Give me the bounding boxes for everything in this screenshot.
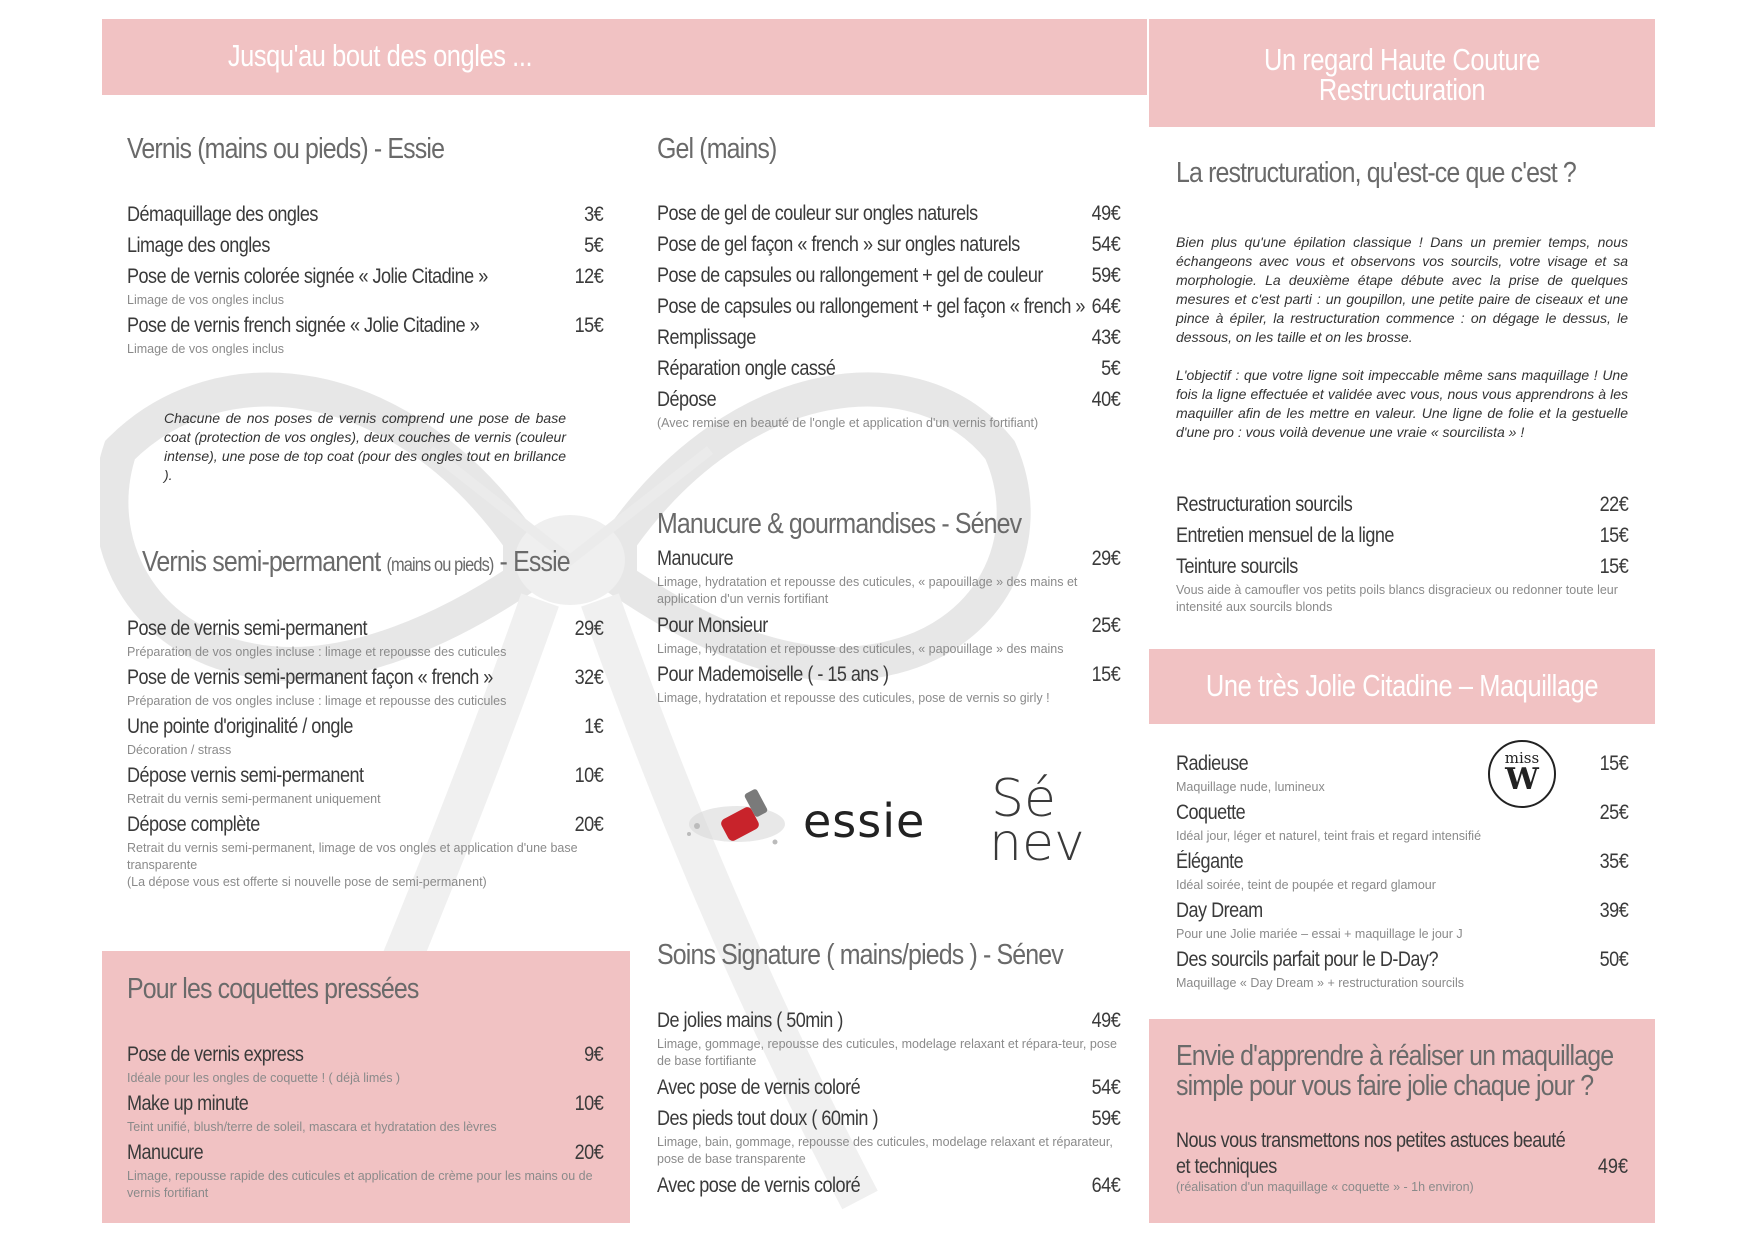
item-price: 3€ xyxy=(583,203,603,226)
item-description: Idéal soirée, teint de poupée et regard glamour xyxy=(1176,878,1436,892)
senev-line1: Sé xyxy=(991,769,1056,829)
item-name: Des pieds tout doux ( 60min ) xyxy=(657,1107,878,1130)
item-price: 10€ xyxy=(574,764,603,787)
item-description: Maquillage nude, lumineux xyxy=(1176,780,1325,794)
item-description: Pour une Jolie mariée – essai + maquillage le jour J xyxy=(1176,927,1463,941)
item-name: Pose de vernis french signée « Jolie Citadine » xyxy=(127,314,480,337)
item-description: Préparation de vos ongles incluse : limage et repousse des cuticules xyxy=(127,645,507,659)
item-price: 54€ xyxy=(1091,233,1120,256)
apprendre-price: 49€ xyxy=(1597,1155,1628,1178)
item-description: Limage, hydratation et repousse des cuticules, « papouillage » des mains xyxy=(657,642,1064,656)
item-name: Limage des ongles xyxy=(127,234,270,257)
item-name: Manucure xyxy=(127,1141,204,1164)
item-name: Pose de vernis express xyxy=(127,1043,304,1066)
item-name: Pose de gel façon « french » sur ongles naturels xyxy=(657,233,1020,256)
item-price: 59€ xyxy=(1091,264,1120,287)
item-price: 43€ xyxy=(1091,326,1120,349)
item-price: 10€ xyxy=(574,1092,603,1115)
item-description: Idéale pour les ongles de coquette ! ( déjà limés ) xyxy=(127,1071,401,1085)
makeup-banner-title: Une très Jolie Citadine – Maquillage xyxy=(1205,668,1599,703)
item-price: 5€ xyxy=(583,234,603,257)
apprendre-item-line2: et techniques xyxy=(1176,1155,1277,1178)
item-price: 59€ xyxy=(1091,1107,1120,1130)
apprendre-title-line2: simple pour vous faire jolie chaque jour ? xyxy=(1176,1070,1594,1102)
item-name: Démaquillage des ongles xyxy=(127,203,318,226)
item-name: Une pointe d'originalité / ongle xyxy=(127,715,353,738)
item-price: 64€ xyxy=(1091,295,1120,318)
item-price: 22€ xyxy=(1599,493,1628,516)
item-description: Vous aide à camoufler vos petits poils blancs disgracieux ou redonner toute leur intensité aux sourcils blonds xyxy=(1176,583,1618,614)
item-name: Dépose vernis semi-permanent xyxy=(127,764,364,787)
item-name: Manucure xyxy=(657,547,734,570)
apprendre-title-line1: Envie d'apprendre à réaliser un maquillage xyxy=(1176,1040,1614,1072)
item-name: Pose de vernis semi-permanent façon « french » xyxy=(127,666,493,689)
item-description: Teint unifié, blush/terre de soleil, mascara et hydratation des lèvres xyxy=(127,1120,497,1134)
item-price: 49€ xyxy=(1091,202,1120,225)
item-price: 50€ xyxy=(1599,948,1628,971)
item-description: Préparation de vos ongles incluse : limage et repousse des cuticules xyxy=(127,694,507,708)
item-description: Limage, hydratation et repousse des cuticules, « papouillage » des mains et application d'un vernis fortifiant xyxy=(657,575,1078,606)
item-price: 49€ xyxy=(1091,1009,1120,1032)
item-price: 32€ xyxy=(574,666,603,689)
item-name: Des sourcils parfait pour le D-Day? xyxy=(1176,948,1438,971)
miss-w-logo-letter: W xyxy=(1505,762,1539,797)
item-price: 15€ xyxy=(1599,752,1628,775)
item-price: 20€ xyxy=(574,813,603,836)
item-description: Limage, gommage, repousse des cuticules, modelage relaxant et répara-teur, pose de base fortifiante xyxy=(657,1037,1117,1068)
gel-title: Gel (mains) xyxy=(657,133,777,165)
item-price: 54€ xyxy=(1091,1076,1120,1099)
item-name: Remplissage xyxy=(657,326,756,349)
nail-polish-icon xyxy=(677,784,787,858)
right-banner-line2: Restructuration xyxy=(1318,72,1486,107)
item-name: Pour Mademoiselle ( - 15 ans ) xyxy=(657,663,889,686)
item-price: 25€ xyxy=(1599,801,1628,824)
item-name: Réparation ongle cassé xyxy=(657,357,836,380)
item-price: 64€ xyxy=(1091,1174,1120,1197)
apprendre-desc: (réalisation d'un maquillage « coquette » - 1h environ) xyxy=(1176,1180,1474,1194)
item-name: Radieuse xyxy=(1176,752,1249,775)
restructuration-para1: Bien plus qu'une épilation classique ! Dans un premier temps, nous échangeons avec vous et observons vos sourcils, votre visage et sa morphologie. La deuxième étape débute avec la prise de quelques mesures et c'est parti : un goupillon, une petite paire de ciseaux et une pince à épiler, la restructuration commence : on dégage le dessus, le dessous, on les taille et on les brosse. xyxy=(1176,234,1628,345)
item-price: 40€ xyxy=(1091,388,1120,411)
item-name: Dépose xyxy=(657,388,717,411)
item-price: 29€ xyxy=(1091,547,1120,570)
miss-w-logo xyxy=(1488,740,1556,808)
item-description: Limage, bain, gommage, repousse des cuticules, modelage relaxant et réparateur, pose de base transparente xyxy=(657,1135,1113,1166)
item-price: 20€ xyxy=(574,1141,603,1164)
item-description: Retrait du vernis semi-permanent uniquement xyxy=(127,792,381,806)
item-description: Limage de vos ongles inclus xyxy=(127,342,285,356)
item-description: Maquillage « Day Dream » + restructuration sourcils xyxy=(1176,976,1464,990)
item-price: 15€ xyxy=(1599,524,1628,547)
item-name: Day Dream xyxy=(1176,899,1263,922)
restructuration-para2: L'objectif : que votre ligne soit impeccable même sans maquillage ! Une fois la ligne effectuée et validée avec vous, nous vous apprendrons à les maquiller afin de les mettre en valeur. Une ligne de folie et la gestuelle d'une pro : vous voilà devenue une vraie « sourcilista » ! xyxy=(1176,367,1628,440)
item-name: De jolies mains ( 50min ) xyxy=(657,1009,843,1032)
item-description: Idéal jour, léger et naturel, teint frais et regard intensifié xyxy=(1176,829,1482,843)
item-description: Limage, repousse rapide des cuticules et application de crème pour les mains ou de vernis fortifiant xyxy=(127,1169,593,1200)
item-price: 15€ xyxy=(1091,663,1120,686)
item-name: Entretien mensuel de la ligne xyxy=(1176,524,1394,547)
semi-title xyxy=(142,546,570,579)
semi-title-small: (mains ou pieds) xyxy=(386,555,494,576)
item-price: 15€ xyxy=(574,314,603,337)
item-name: Coquette xyxy=(1176,801,1246,824)
item-name: Pose de capsules ou rallongement + gel de couleur xyxy=(657,264,1043,287)
item-name: Pose de vernis semi-permanent xyxy=(127,617,368,640)
miss-w-logo-top: miss xyxy=(1504,749,1540,767)
manucure-title: Manucure & gourmandises - Sénev xyxy=(657,508,1022,540)
item-price: 35€ xyxy=(1599,850,1628,873)
coquettes-title: Pour les coquettes pressées xyxy=(127,973,419,1005)
essie-logo xyxy=(677,784,947,858)
apprendre-item-line1: Nous vous transmettons nos petites astuces beauté xyxy=(1176,1129,1566,1152)
right-banner-line1: Un regard Haute Couture xyxy=(1263,42,1541,77)
vernis-note: Chacune de nos poses de vernis comprend une pose de base coat (protection de vos ongles), deux couches de vernis (couleur intense), une pose de top coat (pour des ongles tout en brillance ). xyxy=(164,410,566,483)
item-description: Retrait du vernis semi-permanent, limage de vos ongles et application d'une base transparente xyxy=(127,841,578,872)
item-description: Limage, hydratation et repousse des cuticules, pose de vernis so girly ! xyxy=(657,691,1050,705)
item-name: Avec pose de vernis coloré xyxy=(657,1076,861,1099)
item-price: 9€ xyxy=(583,1043,603,1066)
item-name: Pour Monsieur xyxy=(657,614,768,637)
item-name: Élégante xyxy=(1176,850,1244,873)
senev-line2: nev xyxy=(989,813,1085,873)
item-name: Avec pose de vernis coloré xyxy=(657,1174,861,1197)
left-banner-title: Jusqu'au bout des ongles ... xyxy=(227,38,533,73)
item-name: Pose de vernis colorée signée « Jolie Citadine » xyxy=(127,265,488,288)
item-name: Restructuration sourcils xyxy=(1176,493,1353,516)
item-description: Limage de vos ongles inclus xyxy=(127,293,285,307)
item-name: Pose de capsules ou rallongement + gel façon « french » xyxy=(657,295,1085,318)
soins-title: Soins Signature ( mains/pieds ) - Sénev xyxy=(657,939,1063,971)
item-price: 5€ xyxy=(1100,357,1120,380)
item-price: 29€ xyxy=(574,617,603,640)
semi-title-end: - Essie xyxy=(499,546,570,578)
item-name: Dépose complète xyxy=(127,813,260,836)
item-price: 1€ xyxy=(583,715,603,738)
item-name: Make up minute xyxy=(127,1092,249,1115)
item-price: 39€ xyxy=(1599,899,1628,922)
item-description: Décoration / strass xyxy=(127,743,232,757)
semi-title-main: Vernis semi-permanent xyxy=(142,546,381,578)
senev-logo xyxy=(985,769,1095,874)
item-description: (Avec remise en beauté de l'ongle et application d'un vernis fortifiant) xyxy=(657,416,1039,430)
item-price: 15€ xyxy=(1599,555,1628,578)
semi-extra: (La dépose vous est offerte si nouvelle pose de semi-permanent) xyxy=(127,875,487,889)
restructuration-question: La restructuration, qu'est-ce que c'est ? xyxy=(1176,157,1576,189)
item-name: Pose de gel de couleur sur ongles naturels xyxy=(657,202,978,225)
item-price: 25€ xyxy=(1091,614,1120,637)
vernis-title: Vernis (mains ou pieds) - Essie xyxy=(127,133,445,165)
item-price: 12€ xyxy=(574,265,603,288)
item-name: Teinture sourcils xyxy=(1176,555,1298,578)
essie-wordmark: essie xyxy=(803,794,926,848)
